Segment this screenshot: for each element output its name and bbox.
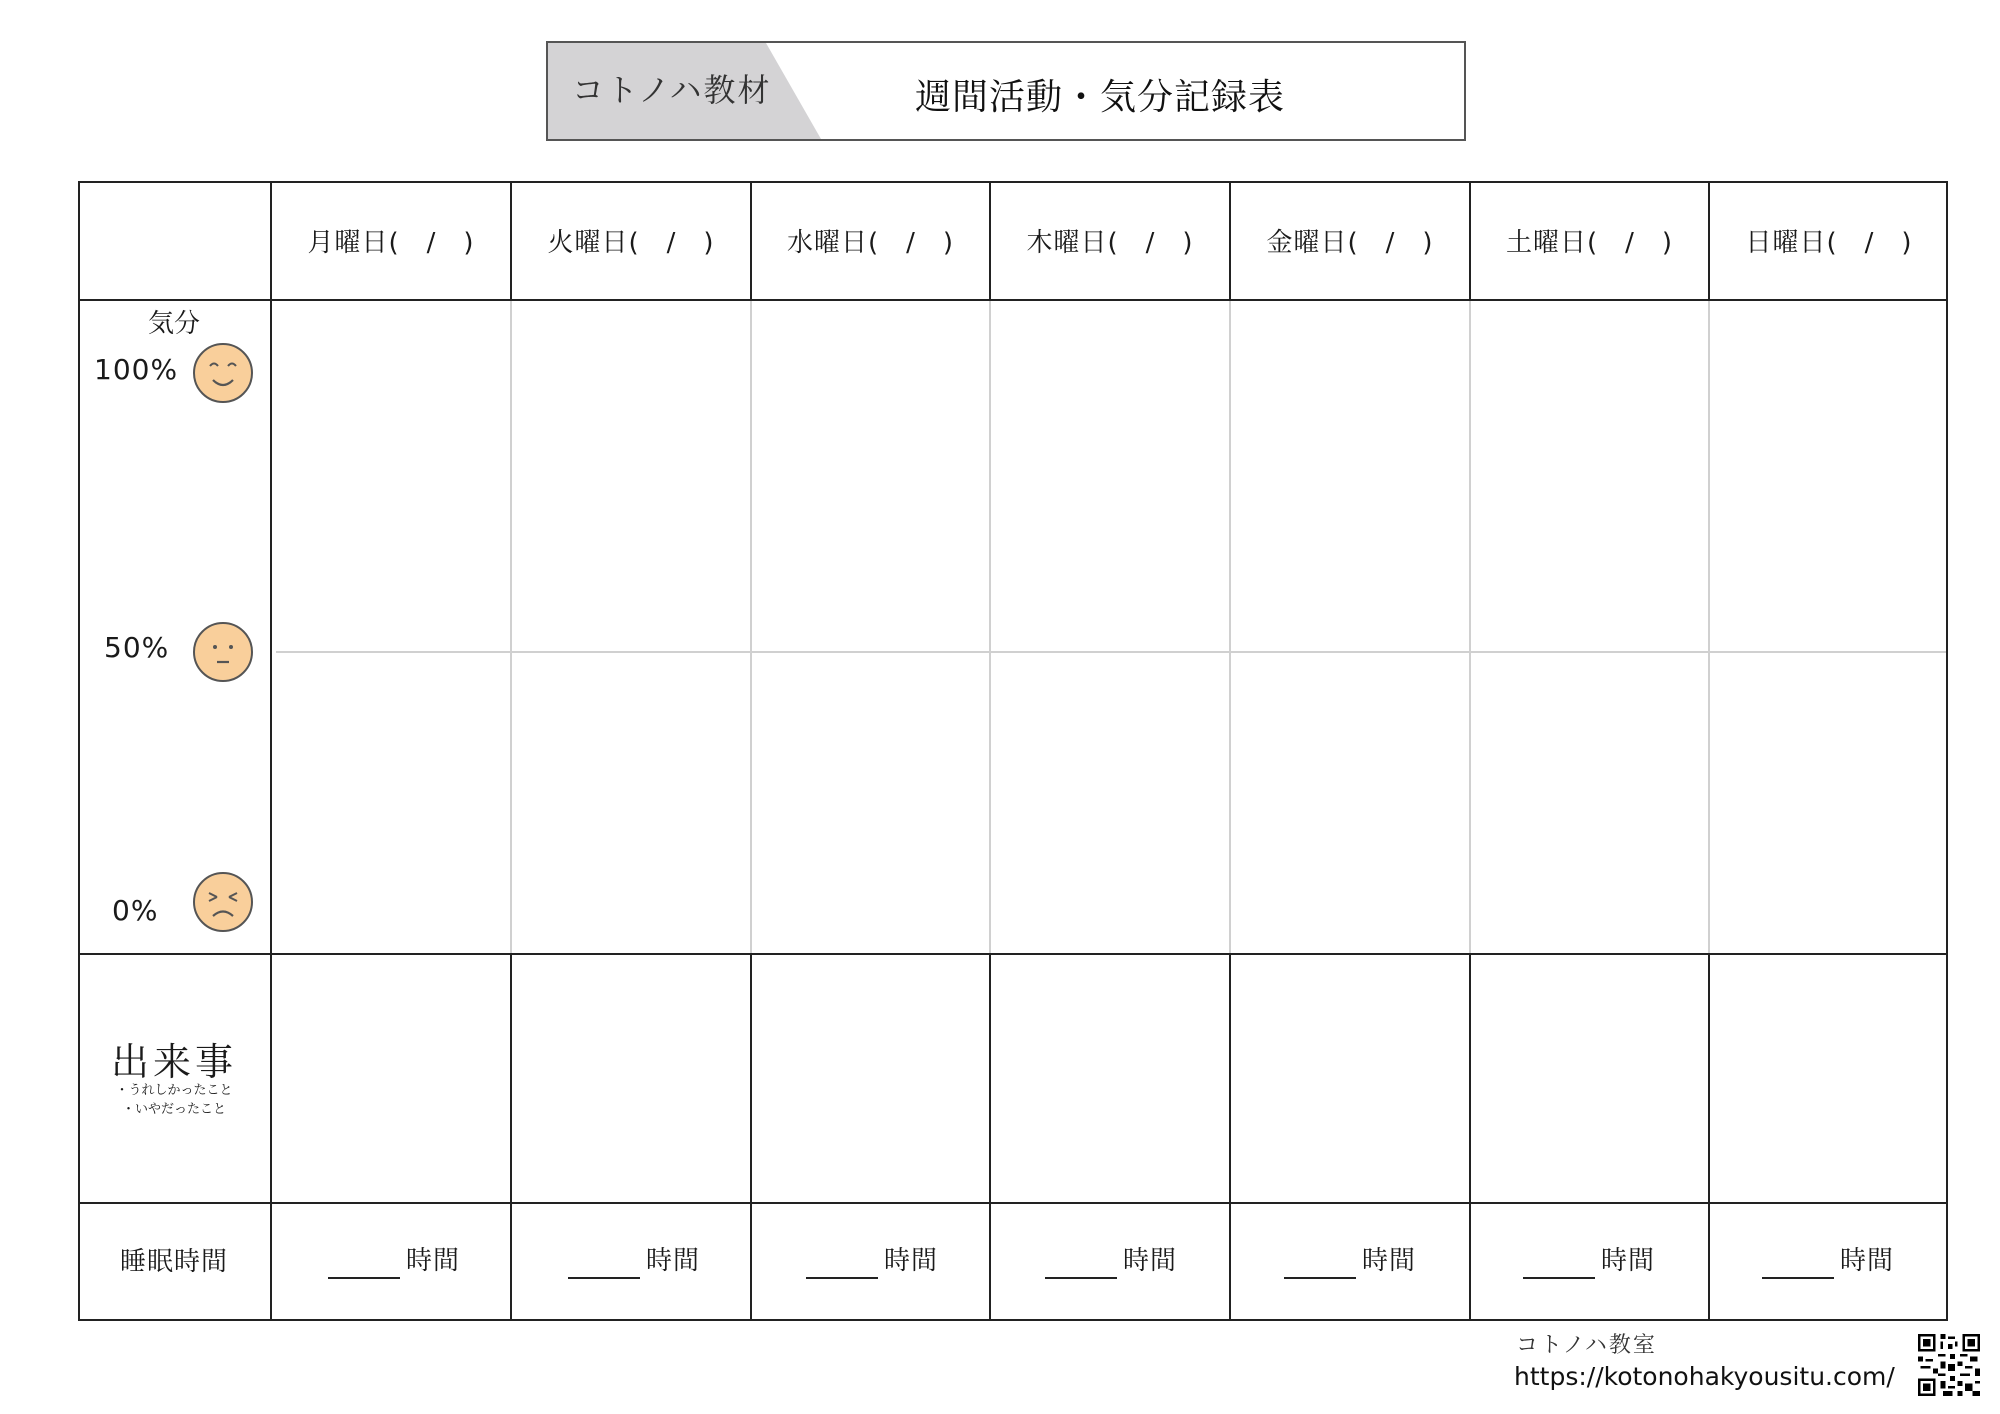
events-title: 出来事: [110, 1040, 237, 1084]
header-row-divider: [78, 299, 1948, 301]
mood-0-label: 0%: [112, 894, 159, 927]
mood-100-label: 100%: [94, 353, 179, 386]
mood-50-label: 50%: [104, 631, 170, 664]
sleep-hours-blank[interactable]: [568, 1277, 640, 1279]
column-divider: [1708, 953, 1710, 1321]
sleep-unit: 時間: [1840, 1246, 1895, 1276]
events-note-happy: ・うれしかったこと: [115, 1083, 233, 1098]
record-table: [78, 181, 1948, 1321]
events-note-unpleasant: ・いやだったこと: [121, 1102, 226, 1117]
sleep-hours-blank[interactable]: [806, 1277, 878, 1279]
sleep-hours-blank[interactable]: [1284, 1277, 1356, 1279]
mood-label: 気分: [148, 309, 201, 339]
mood-50-line: [276, 651, 1946, 653]
sleep-hours-blank[interactable]: [1045, 1277, 1117, 1279]
column-divider: [750, 953, 752, 1321]
footer-brand: コトノハ教室: [1516, 1333, 1657, 1358]
mood-grid-line: [1229, 301, 1231, 953]
day-header-tue: 火曜日( / ): [547, 227, 715, 258]
label-column-divider: [270, 181, 272, 1321]
title-banner: [546, 41, 1466, 141]
sleep-unit: 時間: [884, 1246, 939, 1276]
sleep-unit: 時間: [406, 1246, 461, 1276]
mood-grid-line: [750, 301, 752, 953]
day-header-sun: 日曜日( / ): [1745, 227, 1913, 258]
footer-url-link[interactable]: https://kotonohakyousitu.com/: [1514, 1362, 1895, 1391]
sleep-field-wed[interactable]: [806, 1227, 956, 1287]
sleep-field-tue[interactable]: [568, 1227, 718, 1287]
mood-grid-line: [510, 301, 512, 953]
sleep-field-fri[interactable]: [1284, 1227, 1434, 1287]
sleep-hours-blank[interactable]: [1523, 1277, 1595, 1279]
column-divider: [1469, 953, 1471, 1321]
mood-grid-line: [1469, 301, 1471, 953]
neutral-face-icon: [192, 621, 254, 683]
happy-face-icon: [192, 342, 254, 404]
sleep-hours-blank[interactable]: [1762, 1277, 1834, 1279]
day-header-fri: 金曜日( / ): [1266, 227, 1434, 258]
column-divider: [1229, 953, 1231, 1321]
sleep-field-mon[interactable]: [328, 1227, 478, 1287]
day-header-mon: 月曜日( / ): [307, 227, 475, 258]
day-header-sat: 土曜日( / ): [1505, 227, 1674, 258]
sleep-unit: 時間: [1601, 1246, 1656, 1276]
events-row-divider: [78, 1202, 1948, 1204]
sleep-field-sun[interactable]: [1762, 1227, 1912, 1287]
mood-row-divider: [78, 953, 1948, 955]
sleep-hours-blank[interactable]: [328, 1277, 400, 1279]
brand-label: コトノハ教材: [572, 71, 772, 109]
table-outline: [78, 181, 1948, 1321]
day-header-thu: 木曜日( / ): [1026, 227, 1194, 258]
column-divider: [510, 953, 512, 1321]
sleep-unit: 時間: [1362, 1246, 1417, 1276]
sleep-unit: 時間: [646, 1246, 701, 1276]
day-header-wed: 水曜日( / ): [786, 227, 955, 258]
column-divider: [989, 953, 991, 1321]
sad-face-icon: [192, 871, 254, 933]
sleep-unit: 時間: [1123, 1246, 1178, 1276]
sleep-label: 睡眠時間: [119, 1247, 228, 1277]
page-title: 週間活動・気分記録表: [915, 77, 1286, 118]
qr-code-icon: [1918, 1334, 1980, 1396]
sleep-field-thu[interactable]: [1045, 1227, 1195, 1287]
mood-grid-line: [1708, 301, 1710, 953]
mood-grid-line: [989, 301, 991, 953]
sleep-field-sat[interactable]: [1523, 1227, 1673, 1287]
